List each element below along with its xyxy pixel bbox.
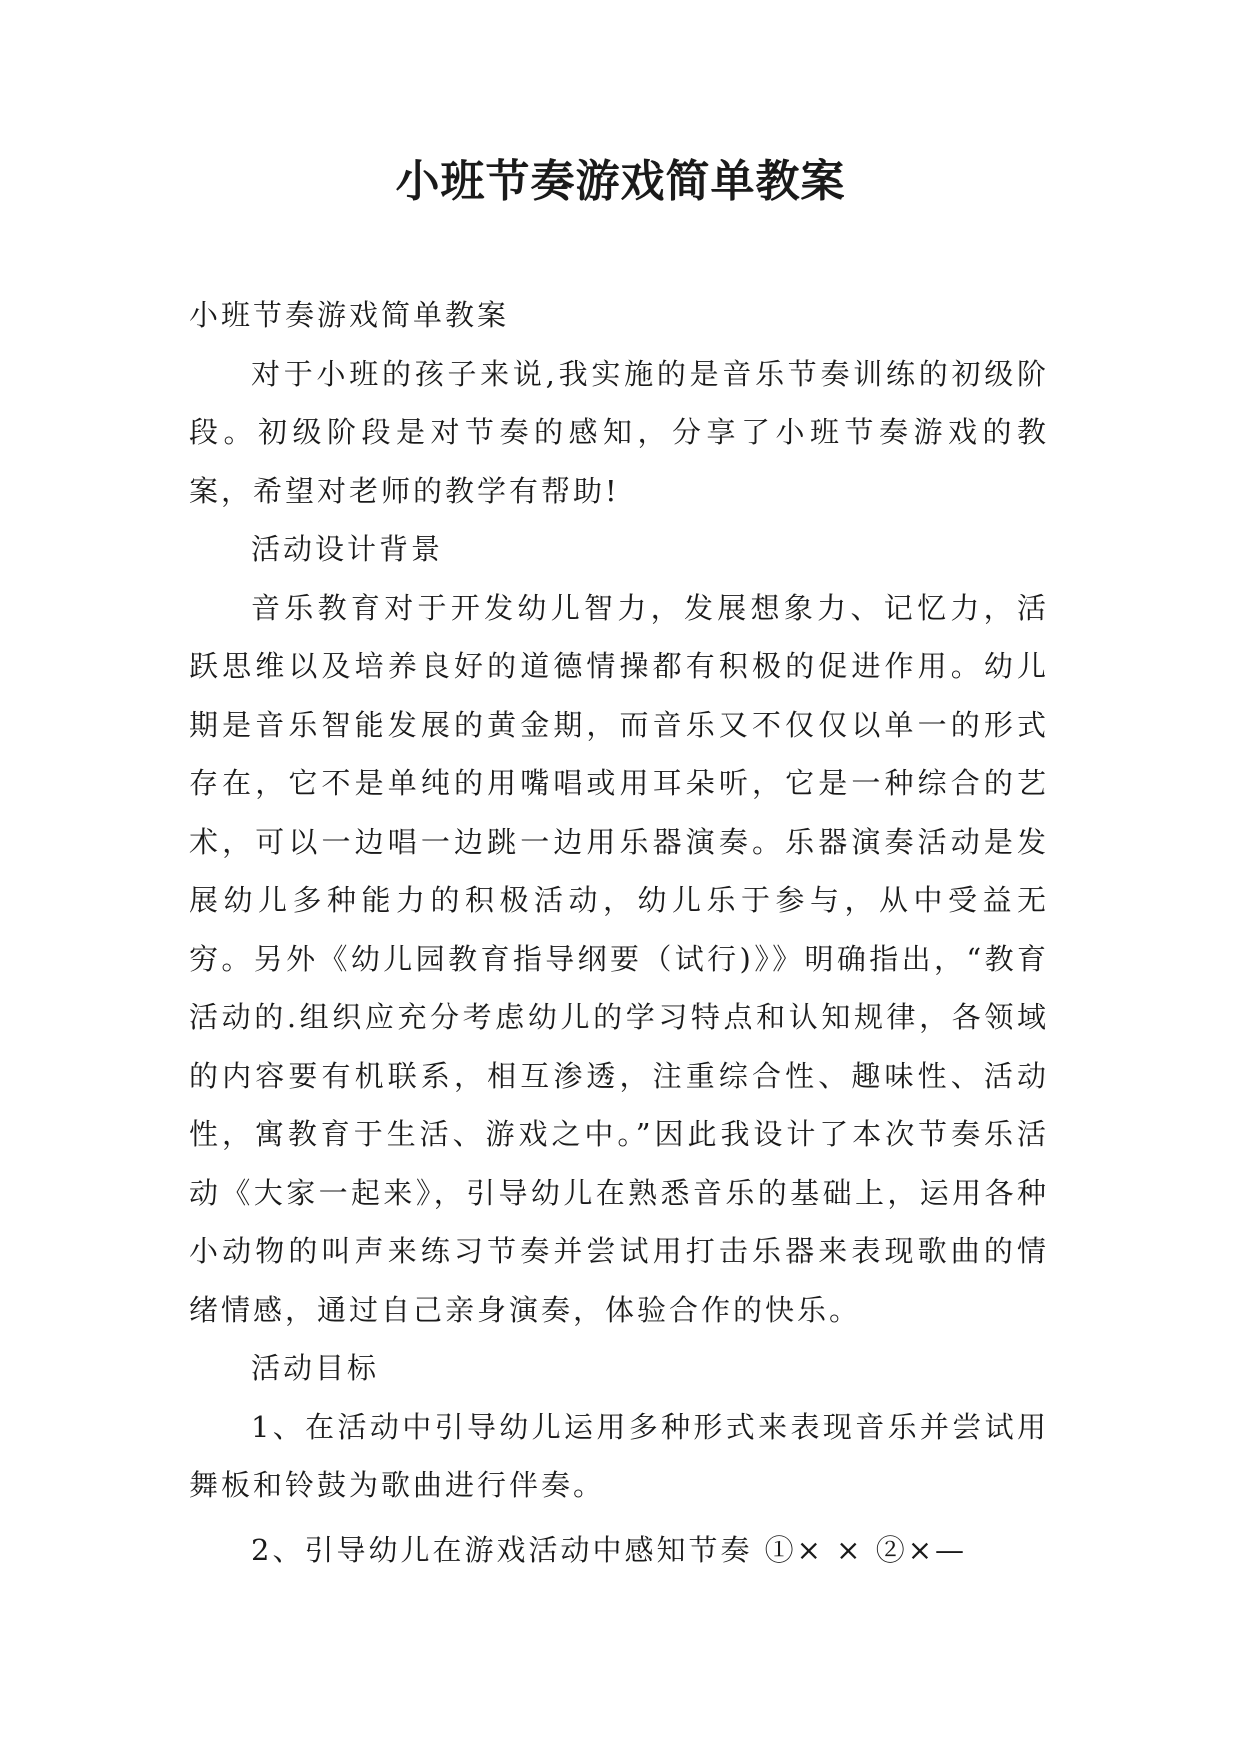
section-heading-background: 活动设计背景 xyxy=(251,532,444,566)
intro-paragraph: 对于小班的孩子来说,我实施的是音乐节奏训练的初级阶段。初级阶段是对节奏的感知，分享了小班节奏游戏的教案，希望对老师的教学有帮助! xyxy=(189,356,1049,508)
background-paragraph: 音乐教育对于开发幼儿智力，发展想象力、记忆力，活跃思维以及培养良好的道德情操都有积极的促进作用。幼儿期是音乐智能发展的黄金期，而音乐又不仅仅以单一的形式存在，它不是单纯的用嘴唱或用耳朵听，它是一种综合的艺术，可以一边唱一边跳一边用乐器演奏。乐器演奏活动是发展幼儿多种能力的积极活动，幼儿乐于参与，从中受益无穷。另外《幼儿园教育指导纲要（试行)》》明确指出，“教育活动的.组织应充分考虑幼儿的学习特点和认知规律，各领域的内容要有机联系，相互渗透，注重综合性、趣味性、活动性，寓教育于生活、游戏之中。”因此我设计了本次节奏乐活动《大家一起来》，引导幼儿在熟悉音乐的基础上，运用各种小动物的叫声来练习节奏并尝试用打击乐器来表现歌曲的情绪情感，通过自己亲身演奏，体验合作的快乐。 xyxy=(189,590,1049,1327)
goal-item-2: 2、引导幼儿在游戏活动中感知节奏 ①× × ②×— xyxy=(251,1532,968,1567)
document-body xyxy=(189,286,1049,1579)
section-heading-goals: 活动目标 xyxy=(251,1351,380,1385)
document-title: 小班节奏游戏简单教案 xyxy=(395,156,846,207)
goal-item-1: 1、在活动中引导幼儿运用多种形式来表现音乐并尝试用舞板和铃鼓为歌曲进行伴奏。 xyxy=(189,1409,1049,1502)
document-subtitle: 小班节奏游戏简单教案 xyxy=(189,298,510,332)
